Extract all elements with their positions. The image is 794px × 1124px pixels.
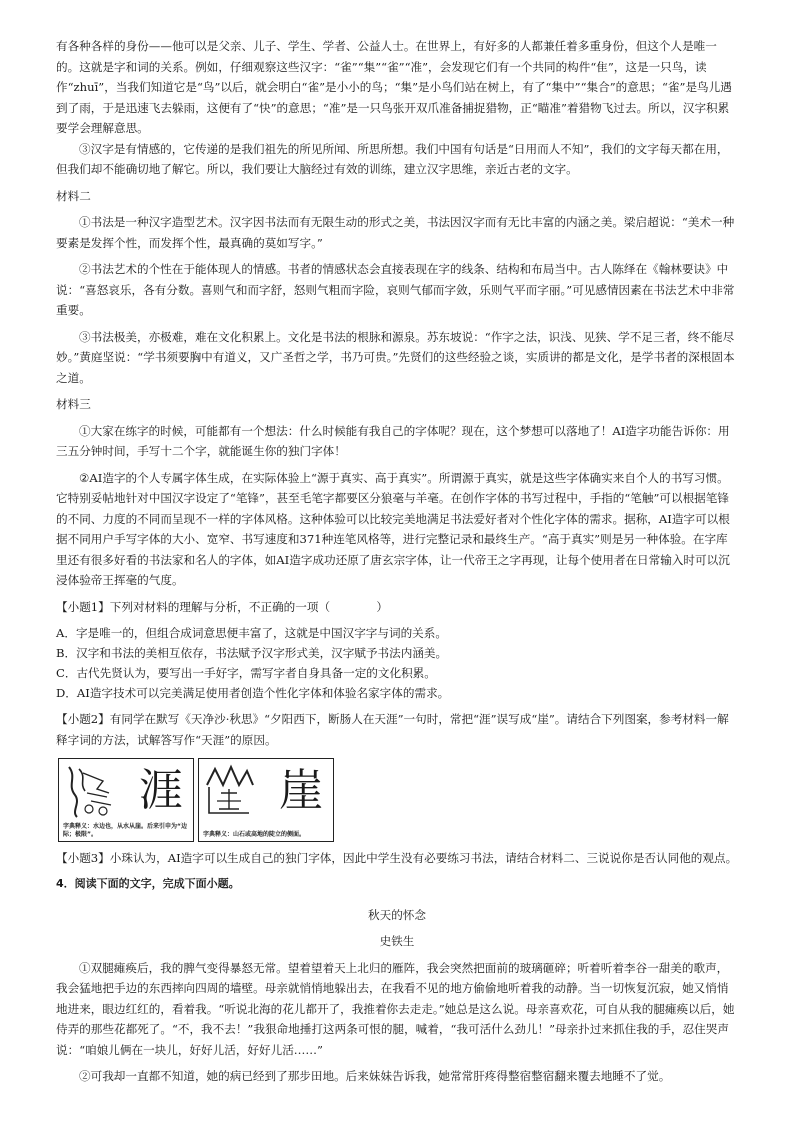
cliff-seal-illustration bbox=[203, 763, 255, 819]
article-title: 秋天的怀念 bbox=[368, 907, 426, 922]
question-1: 【小题1】下列对材料的理解与分析，不正确的一项（ ） bbox=[56, 599, 389, 614]
material-3-paragraph-1: ①大家在练字的时候，可能都有一个想法：什么时候能有我自己的字体呢？现在，这个梦想可以落地了！AI造字功能告诉你：用三五分钟时间，手写十二个字，就能诞生你的独门字体！ bbox=[56, 423, 730, 458]
section-4-label: 4．阅读下面的文字，完成下面小题。 bbox=[56, 877, 240, 890]
material-3-heading: 材料三 bbox=[56, 397, 91, 411]
material-3-paragraph-2: ②AI造字的个人专属字体生成，在实际体验上“源于真实、高于真实”。所谓源于真实，就是这些字体确实来自个人的书写习惯。它特别妥帖地针对中国汉字设定了“笔锋”，甚至毛笔字都要区分狼毫与羊毫。在创作字体的书写过程中，手指的“笔触”可以根据笔锋的不同、力度的不同而呈现不一样的字体风格。这种体验可以比较完美地满足书法爱好者对个性化字体的需求。据称，AI造字可以根据不同用户手写字体的大小、宽窄、书写速度和371种连笔风格等，进行完整记录和最终生产。“高于真实”则是另一种体验。在字库里还有很多好看的书法家和名人的字体，如AI造字成功还原了唐玄宗字体，让一代帝王之字再现，让每个使用者在日常输入时可以沉浸体验帝王挥毫的气度。 bbox=[56, 470, 730, 587]
figure-ya-cliff bbox=[198, 758, 334, 842]
figure-left-caption: 字典释义：水边也，从水从崖。后来引申为“边际；极限”。 bbox=[63, 823, 187, 838]
option-d: D．AI造字技术可以完美满足使用者创造个性化字体和体验名家字体的需求。 bbox=[56, 686, 450, 700]
option-c: C．古代先贤认为，要写出一手好字，需写字者自身具备一定的文化积累。 bbox=[56, 666, 436, 680]
question-1-options bbox=[56, 623, 738, 703]
question-3: 【小题3】小珠认为，AI造字可以生成自己的独门字体，因此中学生没有必要练习书法，请结合材料二、三说说你是否认同他的观点。 bbox=[56, 851, 738, 865]
question-2: 【小题2】有同学在默写《天净沙·秋思》“夕阳西下，断肠人在天涯”一句时，常把“涯”误写成“崖”。请结合下列图案，参考材料一解释字词的方法，试解答写作“天涯”的原因。 bbox=[56, 712, 729, 747]
paragraph-identity: 有各种各样的身份——他可以是父亲、儿子、学生、学者、公益人士。在世界上，有好多的人都兼任着多重身份，但这个人是唯一的。这就是字和词的关系。例如，仔细观察这些汉字：“雀”“集”“雀”“准”，会发现它们有一个共同的构件“隹”，这是一只鸟，读作“zhuī”，当我们知道它是“鸟”以后，就会明白“雀”是小小的鸟；“集”是小鸟们站在树上，有了“集中”“集合”的意思；“雀”是鸟儿遇到了雨，于是迅速飞去躲雨，这便有了“快”的意思；“准”是一只鸟张开双爪准备捕捉猎物，正“瞄准”着猎物飞过去。所以，汉字积累要学会理解意思。 bbox=[56, 39, 732, 135]
option-b: B．汉字和书法的美相互依存，书法赋予汉字形式美，汉字赋予书法内涵美。 bbox=[56, 646, 448, 660]
article-author: 史铁生 bbox=[379, 934, 415, 948]
character-figures bbox=[58, 758, 738, 842]
material-2-paragraph-3: ③书法极美，亦极难，难在文化积累上。文化是书法的根脉和源泉。苏东坡说：“作字之法，识浅、见狭、学不足三者，终不能尽妙。”黄庭坚说：“学书须要胸中有道义，又广圣哲之学，书乃可贵。”先贤们的这些经验之谈，实质讲的都是文化，是学书者的深根固本之道。 bbox=[56, 329, 735, 385]
glyph-ya: 涯 bbox=[139, 765, 183, 816]
figure-ya-water bbox=[58, 758, 194, 842]
article-paragraph-1: ①双腿瘫痪后，我的脾气变得暴怒无常。望着望着天上北归的雁阵，我会突然把面前的玻璃砸碎；听着听着李谷一甜美的歌声，我会猛地把手边的东西摔向四周的墙壁。母亲就悄悄地躲出去，在我看不见的地方偷偷地听着我的动静。当一切恢复沉寂，她又悄悄地进来，眼边红红的，看着我。“听说北海的花儿都开了，我推着你去走走。”她总是这么说。母亲喜欢花，可自从我的腿瘫痪以后，她侍弄的那些花都死了。“不，我不去！”我狠命地捶打这两条可恨的腿，喊着，“我可活什么劲儿！”母亲扑过来抓住我的手，忍住哭声说：“咱娘儿俩在一块儿，好好儿活，好好儿活……” bbox=[56, 960, 735, 1057]
article-paragraph-2: ②可我却一直都不知道，她的病已经到了那步田地。后来妹妹告诉我，她常常肝疼得整宿整宿翻来覆去地睡不了觉。 bbox=[79, 1069, 671, 1083]
section-4 bbox=[56, 874, 738, 1093]
material-2-paragraph-2: ②书法艺术的个性在于能体现人的情感。书者的情感状态会直接表现在字的线条、结构和布局当中。古人陈绎在《翰林要诀》中说：“喜怒哀乐，各有分数。喜则气和而字舒，怒则气粗而字险，哀则气郁而字敛，乐则气平而字丽。”可见感情因素在书法艺术中非常重要。 bbox=[56, 262, 735, 317]
material-2-paragraph-1: ①书法是一种汉字造型艺术。汉字因书法而有无限生动的形式之美，书法因汉字而有无比丰富的内涵之美。梁启超说：“美术一种要素是发挥个性，而发挥个性，最真确的莫如写字。” bbox=[56, 215, 735, 250]
glyph-cliff: 崖 bbox=[279, 765, 323, 816]
figure-right-caption: 字典释义：山石或高地的陡立的侧面。 bbox=[203, 831, 306, 838]
document-body bbox=[56, 36, 738, 875]
option-a: A．字是唯一的，但组合成词意思便丰富了，这就是中国汉字字与词的关系。 bbox=[56, 626, 447, 640]
water-seal-illustration bbox=[63, 763, 115, 819]
material-2-heading: 材料二 bbox=[56, 188, 91, 203]
paragraph-3: ③汉字是有情感的，它传递的是我们祖先的所见所闻、所思所想。我们中国有句话是“日用而人不知”，我们的文字每天都在用，但我们却不能确切地了解它。所以，我们要让大脑经过有效的训练，建立汉字思维，亲近古老的文字。 bbox=[56, 141, 729, 176]
